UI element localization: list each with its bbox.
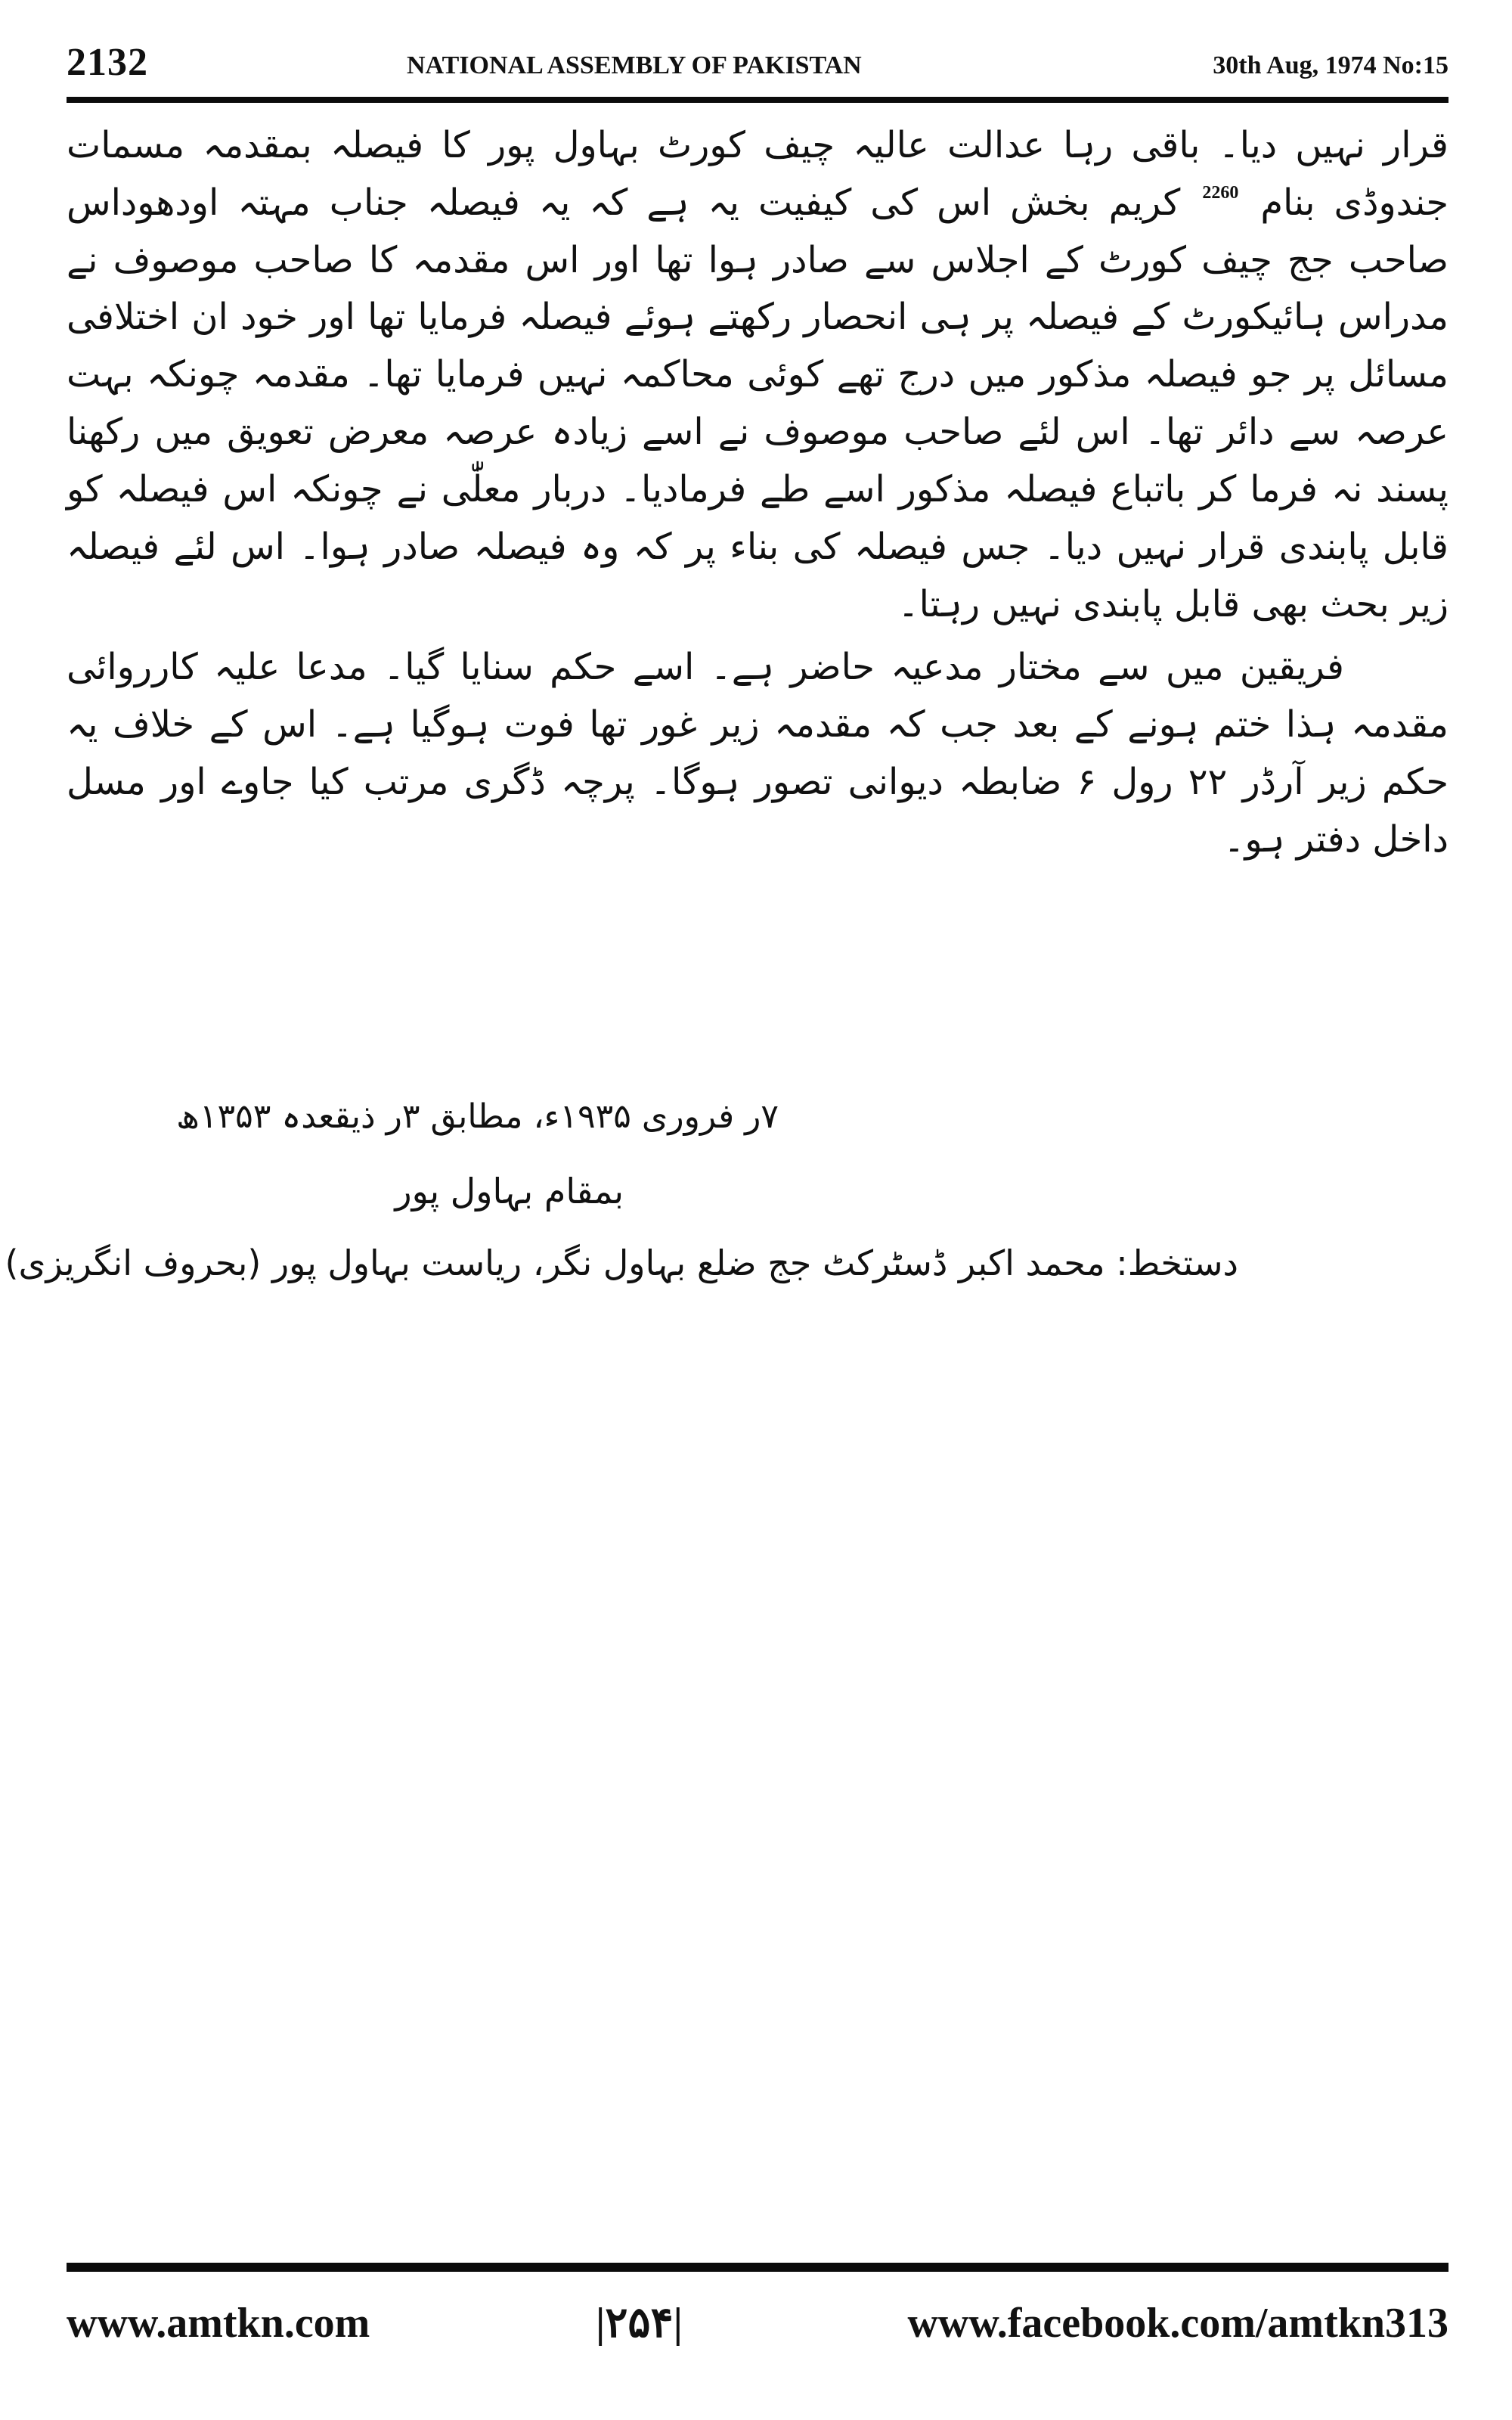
document-body [67, 117, 1448, 869]
header-divider [67, 97, 1448, 103]
judgment-paragraph-1 [67, 117, 1448, 633]
paragraph-1-continuation-text: کریم بخش اس کی کیفیت یہ ہے کہ یہ فیصلہ جناب مہتہ اودھوداس صاحب جج چیف کورٹ کے اجلاس سے صادر ہوا تھا اور اس مقدمہ کا صاحب موصوف نے مدراس ہائیکورٹ کے فیصلہ پر ہی انحصار رکھتے ہوئے فیصلہ فرمایا تھا اور خود ان اختلافی مسائل پر جو فیصلہ مذکور میں درج تھے کوئی محاکمہ نہیں فرمایا تھا۔ مقدمہ چونکہ بہت عرصہ سے دائر تھا۔ اس لئے صاحب موصوف نے اسے زیادہ عرصہ معرض تعویق میں رکھنا پسند نہ فرما کر باتباع فیصلہ مذکور اسے طے فرمادیا۔ دربار معلّٰی نے چونکہ اس فیصلہ کو قابل پابندی قرار نہیں دیا۔ جس فیصلہ کی بناء پر کہ وہ فیصلہ صادر ہوا۔ اس لئے فیصلہ زیر بحث بھی قابل پابندی نہیں رہتا۔ [67, 181, 1448, 625]
facebook-link[interactable]: www.facebook.com/amtkn313 [907, 2300, 1448, 2347]
footnote-marker: 2260 [1202, 183, 1239, 203]
signature-line: دستخط: محمد اکبر ڈسٹرکٹ جج ضلع بہاول نگر، ریاست بہاول پور (بحروف انگریزی) [5, 1243, 1238, 1283]
page-number: 2132 [67, 41, 148, 84]
urdu-page-number: |۲۵۴| [596, 2300, 683, 2347]
page-footer [67, 2297, 1448, 2349]
judgment-place-line: بمقام بہاول پور [395, 1171, 624, 1212]
footer-divider [67, 2263, 1448, 2272]
page-header [67, 39, 1448, 86]
issue-date-number: 30th Aug, 1974 No:15 [1213, 51, 1448, 79]
judgment-paragraph-2: فریقین میں سے مختار مدعیہ حاضر ہے۔ اسے حکم سنایا گیا۔ مدعا علیہ کارروائی مقدمہ ہذا ختم ہونے کے بعد جب کہ مقدمہ زیر غور تھا فوت ہوگیا ہے۔ اس کے خلاف یہ حکم زیر آرڈر ۲۲ رول ۶ ضابطہ دیوانی تصور ہوگا۔ پرچہ ڈگری مرتب کیا جاوے اور مسل داخل دفتر ہو۔ [67, 646, 1448, 861]
judgment-date-line: ۷ر فروری ۱۹۳۵ء، مطابق ۳ر ذیقعدہ ۱۳۵۳ھ [176, 1097, 779, 1136]
paragraph-1-opening-text: قرار نہیں دیا۔ باقی رہا عدالت عالیہ چیف کورٹ بہاول پور کا فیصلہ بمقدمہ مسمات جندوڈی بنام [67, 124, 1449, 224]
publication-title: NATIONAL ASSEMBLY OF PAKISTAN [407, 51, 862, 79]
website-link[interactable]: www.amtkn.com [67, 2300, 370, 2347]
